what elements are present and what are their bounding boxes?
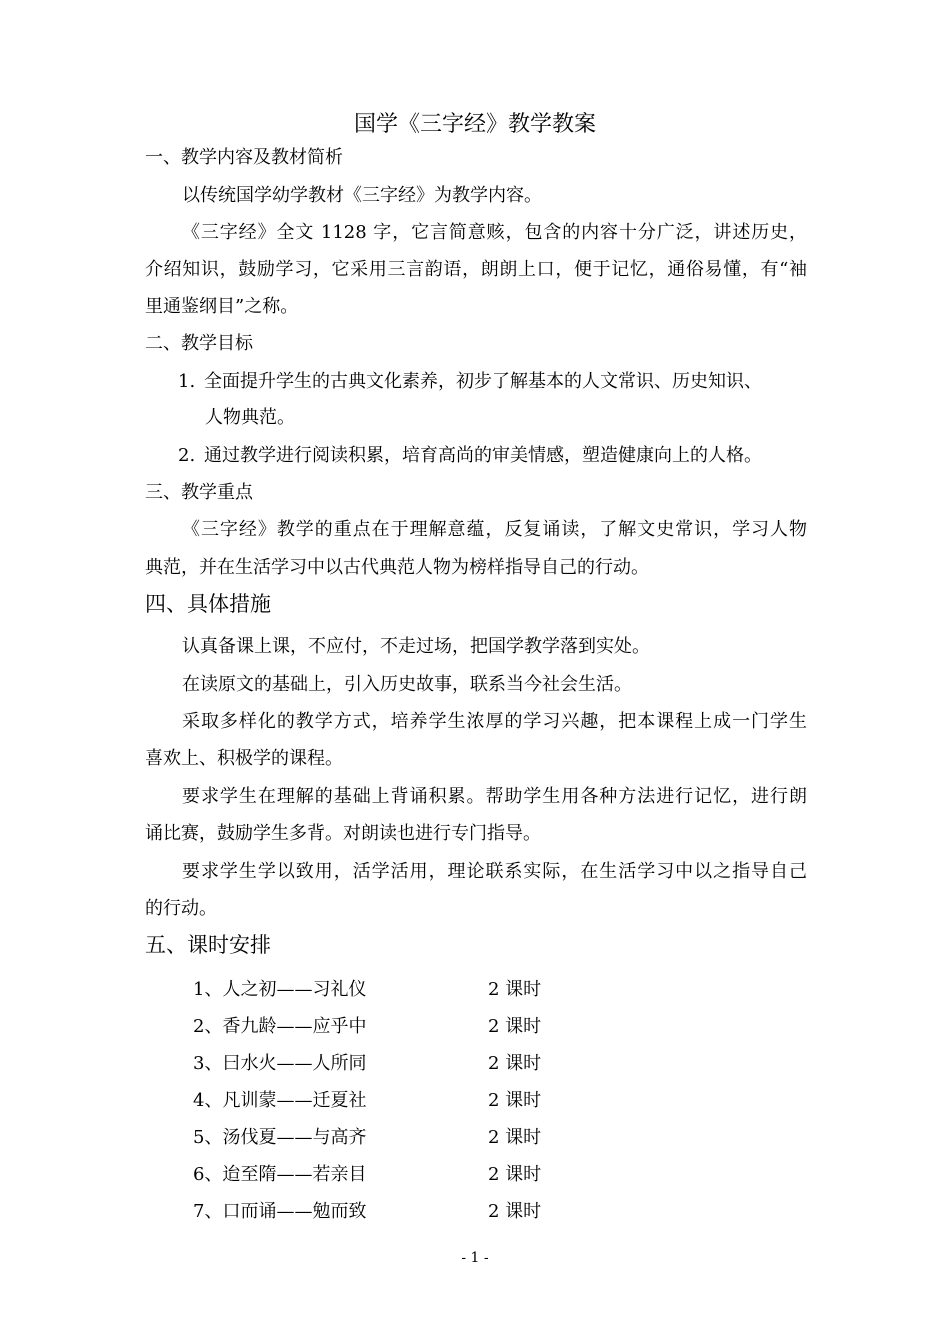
goal-item [178, 370, 762, 394]
lesson-title: 1、人之初——习礼仪 [193, 979, 367, 1000]
lesson-hours: 2 课时 [488, 1164, 542, 1185]
paragraph-line: 典范，并在生活学习中以古代典范人物为榜样指导自己的行动。 [145, 557, 649, 578]
schedule-row [193, 1163, 541, 1187]
lesson-title: 3、曰水火——人所同 [193, 1053, 367, 1074]
lesson-title: 4、凡训蒙——迁夏社 [193, 1090, 367, 1111]
lesson-title: 6、迨至隋——若亲目 [193, 1164, 367, 1185]
goal-item [178, 444, 762, 468]
paragraph: 在读原文的基础上，引入历史故事，联系当今社会生活。 [182, 674, 632, 695]
lesson-hours: 2 课时 [488, 1053, 542, 1074]
goal-text-continued: 人物典范。 [205, 407, 295, 428]
lesson-title: 7、口而诵——勉而致 [193, 1201, 367, 1222]
paragraph-line: 采取多样化的教学方式，培养学生浓厚的学习兴趣，把本课程上成一门学生 [182, 711, 807, 732]
goal-number: 2. [178, 445, 196, 466]
section-heading-1: 一、教学内容及教材简析 [145, 147, 343, 168]
section-heading-5: 五、课时安排 [145, 933, 271, 957]
section-heading-3: 三、教学重点 [145, 482, 253, 503]
lesson-hours: 2 课时 [488, 1201, 542, 1222]
section-heading-2: 二、教学目标 [145, 333, 253, 354]
goal-text: 全面提升学生的古典文化素养，初步了解基本的人文常识、历史知识、 [204, 371, 762, 392]
schedule-row [193, 1089, 541, 1113]
paragraph-line: 要求学生学以致用，活学活用，理论联系实际，在生活学习中以之指导自己 [182, 861, 807, 882]
paragraph-line: 介绍知识，鼓励学习，它采用三言韵语，朗朗上口，便于记忆，通俗易懂，有“袖 [145, 259, 807, 280]
lesson-hours: 2 课时 [488, 1090, 542, 1111]
lesson-title: 2、香九龄——应乎中 [193, 1016, 367, 1037]
lesson-title: 5、汤伐夏——与高齐 [193, 1127, 367, 1148]
section-heading-4: 四、具体措施 [145, 592, 271, 616]
schedule-row [193, 1126, 541, 1150]
paragraph-line: 《三字经》全文 1128 字，它言简意赅，包含的内容十分广泛，讲述历史， [182, 222, 807, 243]
schedule-row [193, 1052, 541, 1076]
paragraph-line: 喜欢上、积极学的课程。 [145, 748, 343, 769]
paragraph-line: 《三字经》教学的重点在于理解意蕴，反复诵读，了解文史常识，学习人物 [182, 519, 807, 540]
paragraph-line: 要求学生在理解的基础上背诵积累。帮助学生用各种方法进行记忆，进行朗 [182, 786, 807, 807]
goal-number: 1. [178, 371, 196, 392]
schedule-row [193, 1200, 541, 1224]
schedule-row [193, 978, 541, 1002]
paragraph: 认真备课上课，不应付，不走过场，把国学教学落到实处。 [182, 636, 650, 657]
lesson-hours: 2 课时 [488, 1016, 542, 1037]
paragraph-line: 里通鉴纲目”之称。 [145, 296, 299, 317]
paragraph-line: 诵比赛，鼓励学生多背。对朗读也进行专门指导。 [145, 823, 541, 844]
page-number: - 1 - [461, 1250, 489, 1266]
goal-text: 通过教学进行阅读积累，培育高尚的审美情感，塑造健康向上的人格。 [204, 445, 762, 466]
lesson-hours: 2 课时 [488, 1127, 542, 1148]
paragraph-line: 的行动。 [145, 898, 217, 919]
lesson-hours: 2 课时 [488, 979, 542, 1000]
paragraph: 以传统国学幼学教材《三字经》为教学内容。 [182, 185, 542, 206]
schedule-row [193, 1015, 541, 1039]
document-title: 国学《三字经》教学教案 [353, 112, 596, 137]
